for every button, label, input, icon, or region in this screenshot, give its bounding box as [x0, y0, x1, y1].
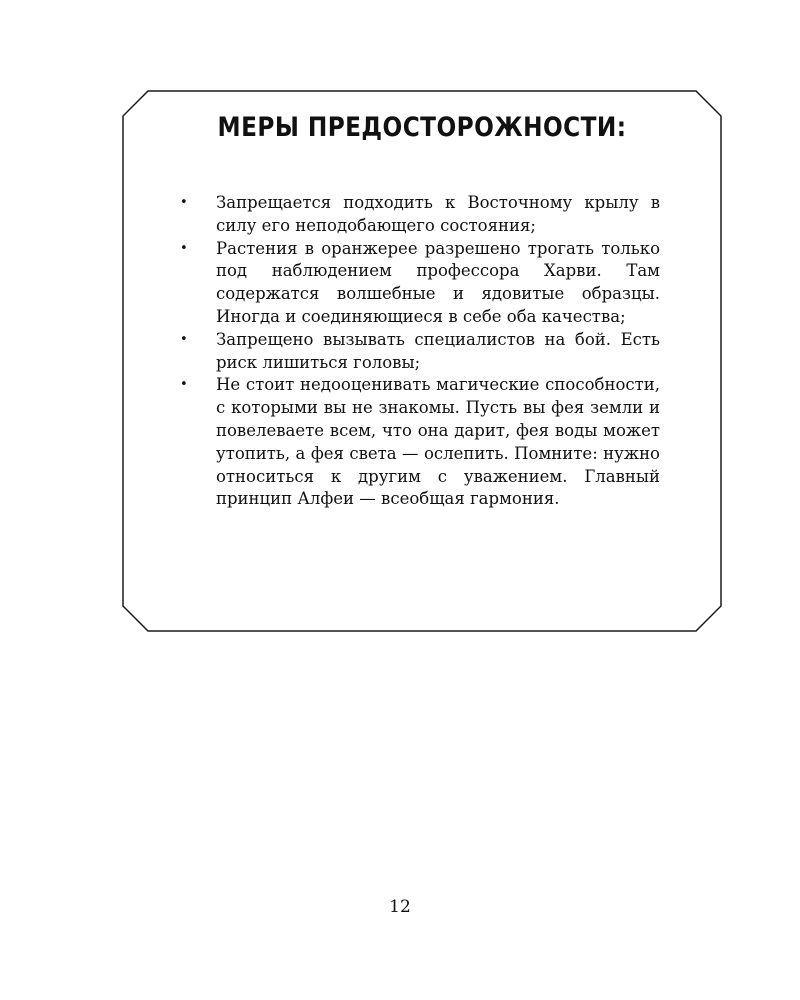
bullet-icon: •	[180, 195, 188, 210]
rule-text: Не стоит недооценивать магические способности, с которыми вы не знакомы. Пусть вы фея земли и повелеваете всем, что она дарит, фея воды может утопить, а фея света — ослепить. Помните: нужно относиться к другим с уважением. Главный принцип Алфеи — всеобщая гармония.	[216, 375, 660, 509]
page-number: 12	[389, 897, 411, 917]
bullet-icon: •	[180, 240, 188, 256]
list-item	[180, 374, 660, 511]
precautions-list	[180, 192, 660, 511]
precautions-title: МЕРЫ ПРЕДОСТОРОЖНОСТИ:	[217, 112, 627, 143]
list-item	[180, 238, 660, 329]
rule-text: Запрещается подходить к Восточному крылу в силу его неподобающего состояния;	[216, 193, 660, 235]
rule-text: Запрещено вызывать специалистов на бой. Есть риск лишиться головы;	[216, 329, 660, 372]
bullet-icon: •	[180, 377, 188, 393]
precautions-frame	[122, 90, 722, 632]
list-item	[180, 192, 660, 238]
rule-text: Растения в оранжерее разрешено трогать только под наблюдением профессора Харви. Там содержатся волшебные и ядовитые образцы. Иногда и соединяющиеся в себе оба качества;	[216, 238, 660, 326]
bullet-icon: •	[180, 331, 188, 347]
list-item	[180, 329, 660, 375]
